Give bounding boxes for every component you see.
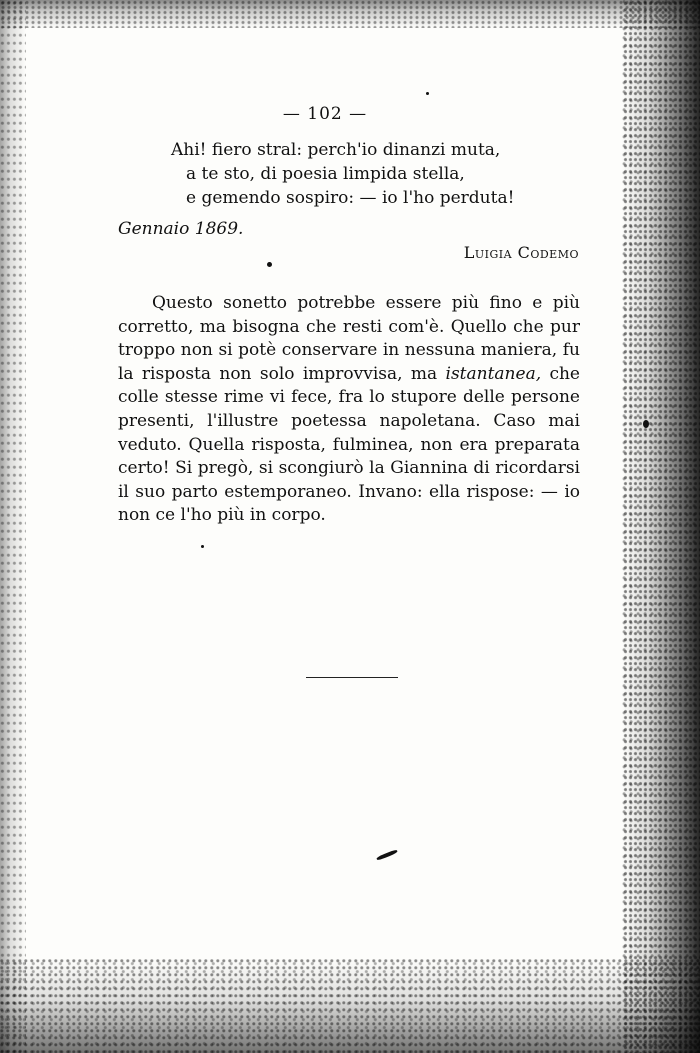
poem-line-1: Ahi! fiero stral: perch'io dinanzi muta, (171, 140, 501, 160)
poem-line-3: e gemendo sospiro: — io l'ho perduta! (186, 188, 515, 208)
prose-emphasis: istantanea, (445, 363, 542, 384)
scan-noise-bottom (0, 958, 700, 1053)
scan-noise-right (622, 0, 700, 1053)
scan-noise-left (0, 0, 26, 1053)
scan-noise-top (0, 0, 700, 28)
poem-date: Gennaio 1869. (118, 219, 244, 239)
ink-speck (426, 92, 429, 95)
ink-speck (376, 849, 398, 861)
author-signature: Luigia Codemo (463, 243, 579, 262)
prose-text-1: Questo sonetto potrebbe essere più fino e più corretto, ma bisogna che resti com'è. Quello che pur troppo non si potè conservare in nessuna maniera, fu la risposta non solo improvvisa, ma (118, 293, 580, 384)
ink-speck (267, 262, 272, 267)
commentary-paragraph (118, 292, 580, 528)
page-number: — 102 — (282, 104, 368, 124)
ink-speck (201, 545, 204, 548)
prose-text-2: che colle stesse rime vi fece, fra lo stupore delle persone presenti, l'illustre poetessa napoletana. Caso mai veduto. Quella risposta, fulminea, non era preparata certo! Si pregò, si scongiurò la Giannina di ricordarsi il suo parto estemporaneo. Invano: ella rispose: — io non ce l'ho più in corpo. (118, 363, 580, 526)
section-divider (306, 677, 398, 678)
poem-tercet (171, 138, 514, 210)
ink-speck (643, 420, 649, 428)
poem-line-2: a te sto, di poesia limpida stella, (186, 164, 465, 184)
